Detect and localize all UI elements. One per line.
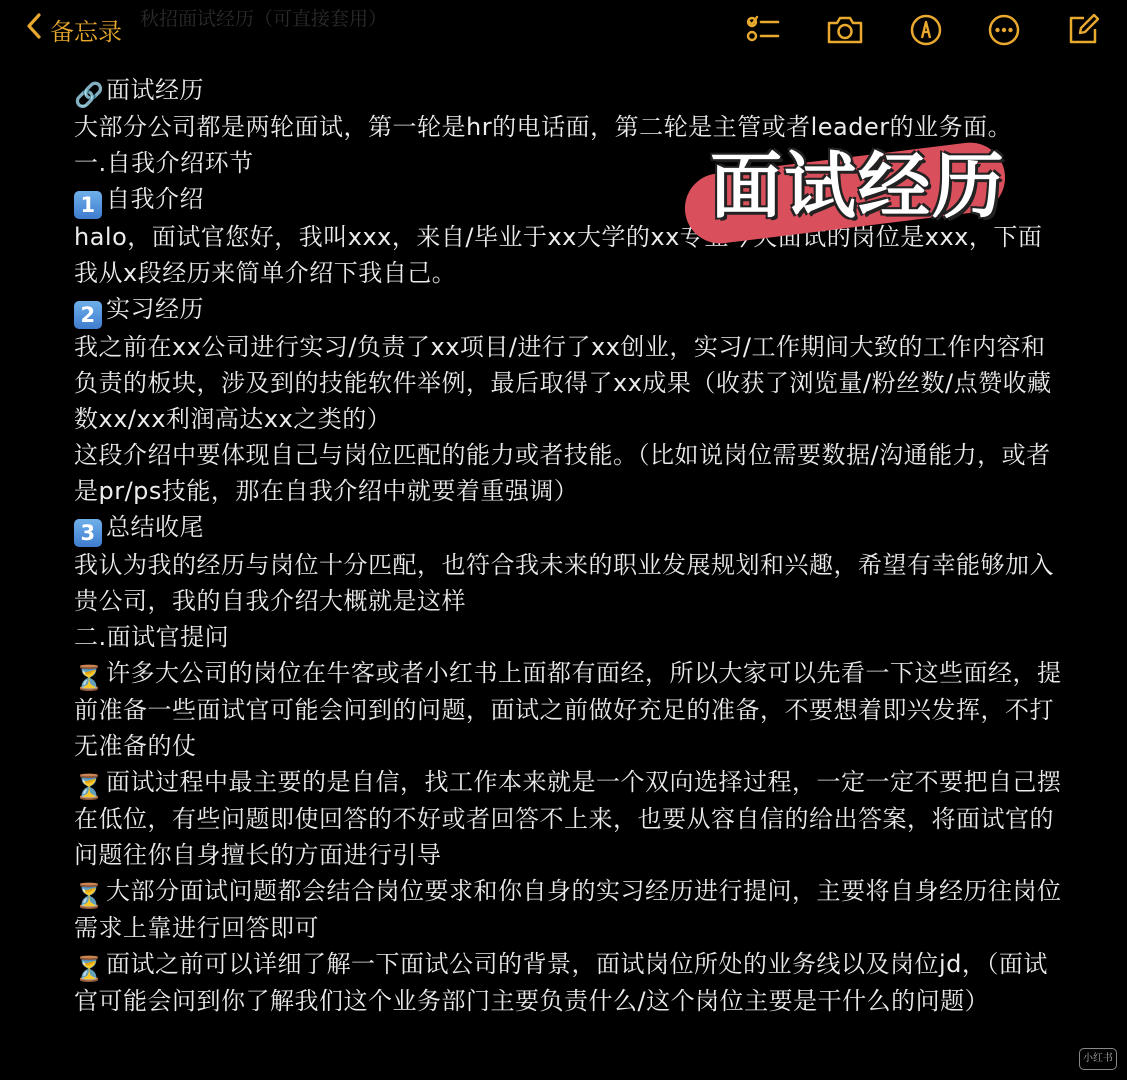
subsection-2-label: 实习经历 xyxy=(106,295,204,323)
section-heading-1: 一.自我介绍环节 xyxy=(74,149,254,177)
subsection-3-title xyxy=(74,509,1064,547)
subsection-2-extra: 这段介绍中要体现自己与岗位匹配的能力或者技能。（比如说岗位需要数据/沟通能力，或者是pr/ps技能，那在自我介绍中就要着重强调） xyxy=(74,441,1051,505)
title-sticker xyxy=(680,128,1010,238)
tip-item xyxy=(74,655,1064,764)
keycap-2-icon: 2 xyxy=(74,301,102,329)
tip-text: 大部分面试问题都会结合岗位要求和你自身的实习经历进行提问，主要将自身经历往岗位需求上靠进行回答即可 xyxy=(74,877,1062,942)
tip-text: 面试之前可以详细了解一下面试公司的背景，面试岗位所处的业务线以及岗位jd，（面试官可能会问到你了解我们这个业务部门主要负责什么/这个岗位主要是干什么的问题） xyxy=(74,950,1048,1015)
tip-item xyxy=(74,764,1064,873)
back-label: 备忘录 xyxy=(50,17,122,46)
subsection-3-body: 我认为我的经历与岗位十分匹配，也符合我未来的职业发展规划和兴趣，希望有幸能够加入贵公司，我的自我介绍大概就是这样 xyxy=(74,551,1054,615)
sticker-text: 面试经历 xyxy=(710,144,1007,228)
watermark-badge: 小红书 xyxy=(1079,1048,1117,1070)
link-icon: 🔗 xyxy=(74,81,105,109)
tip-item xyxy=(74,946,1064,1019)
hourglass-icon: ⏳ xyxy=(74,955,105,983)
intro-paragraph: 大部分公司都是两轮面试，第一轮是hr的电话面，第二轮是主管或者leader的业务面。 xyxy=(74,113,1013,141)
hourglass-icon: ⏳ xyxy=(74,773,105,801)
section-heading-2: 二.面试官提问 xyxy=(74,623,230,651)
checklist-icon[interactable] xyxy=(743,10,783,50)
tip-text: 许多大公司的岗位在牛客或者小红书上面都有面经，所以大家可以先看一下这些面经，提前准备一些面试官可能会问到的问题，面试之前做好充足的准备，不要想着即兴发挥，不打无准备的仗 xyxy=(74,659,1062,760)
subsection-2-body: 我之前在xx公司进行实习/负责了xx项目/进行了xx创业，实习/工作期间大致的工作内容和负责的板块，涉及到的技能软件举例，最后取得了xx成果（收获了浏览量/粉丝数/点赞收藏数xx/xx利润高达xx之类的） xyxy=(74,333,1052,433)
keycap-3-icon: 3 xyxy=(74,519,102,547)
note-title-line xyxy=(74,72,1064,109)
more-icon[interactable] xyxy=(984,10,1024,50)
tip-item xyxy=(74,873,1064,946)
tip-text: 面试过程中最主要的是自信，找工作本来就是一个双向选择过程，一定一定不要把自己摆在低位，有些问题即使回答的不好或者回答不上来，也要从容自信的给出答案，将面试官的问题往你自身擅长的方面进行引导 xyxy=(74,768,1062,869)
hourglass-icon: ⏳ xyxy=(74,882,105,910)
subsection-2-title xyxy=(74,291,1064,329)
subsection-1-body: halo，面试官您好，我叫xxx，来自/毕业于xx大学的xx专业今天面试的岗位是xxx，下面我从x段经历来简单介绍下我自己。 xyxy=(74,223,1043,287)
back-button[interactable] xyxy=(26,12,122,46)
chevron-left-icon xyxy=(26,13,42,45)
compose-icon[interactable] xyxy=(1063,10,1103,50)
faded-note-title: 秋招面试经历（可直接套用） xyxy=(140,8,388,30)
keycap-1-icon: 1 xyxy=(74,191,102,219)
top-toolbar xyxy=(0,0,1127,60)
markup-pen-icon[interactable] xyxy=(906,10,946,50)
subsection-1-label: 自我介绍 xyxy=(106,185,204,213)
subsection-3-label: 总结收尾 xyxy=(106,513,204,541)
note-title: 面试经历 xyxy=(106,76,204,104)
hourglass-icon: ⏳ xyxy=(74,664,105,692)
camera-icon[interactable] xyxy=(825,10,865,50)
